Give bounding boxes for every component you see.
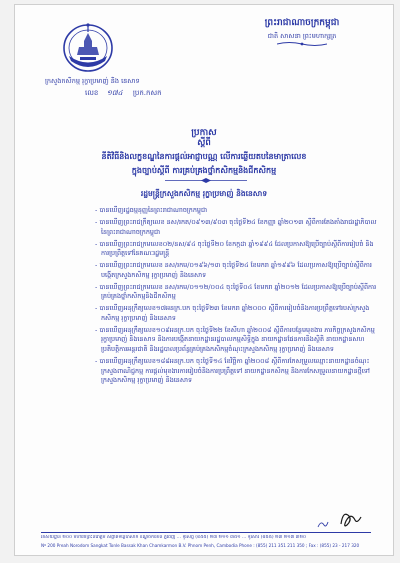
- list-item: - បានឃើញរដ្ឋធម្មនុញ្ញនៃព្រះរាជាណាចក្រកម្ពុជា: [95, 206, 208, 214]
- title-line-2: ក្នុងច្បាប់ស្តីពី ការគ្រប់គ្រងថ្នាំកសិកម្មនិងជីកសិកម្ម: [131, 166, 277, 175]
- issuer-title: រដ្ឋមន្ត្រីក្រសួងកសិកម្ម រុក្ខាប្រមាញ់ និងនេសាទ: [140, 189, 268, 198]
- ministry-name: ក្រសួងកសិកម្ម រុក្ខាប្រមាញ់ និង នេសាទ: [45, 77, 140, 85]
- national-motto: ជាតិ សាសនា ព្រះមហាក្សត្រ: [267, 32, 337, 40]
- list-item: - បានឃើញអនុក្រឹត្យលេខ១៨៨អនក្រ.បក ចុះថ្ងៃទី១៤ ខែវិច្ឆិកា ឆ្នាំ២០០៨ ស្តីពីការកែសម្រួលឈ្មោះនាយកដ្ឋានចំណុះក្រសួងពាណិជ្ជកម្ម ការផ្តល់មុខងារការរៀបចំនិងការប្រព្រឹត្តទៅ នាយកដ្ឋានកសិកម្ម និងការកែសម្រួលនាយកដ្ឋានថ្មីទៅក្រសួងកសិកម្ម រុក្ខាប្រមាញ់ និងនេសាទ: [95, 357, 370, 385]
- list-item: - បានឃើញអនុក្រឹត្យលេខ១០៩អនក្រ.បក ចុះថ្ងៃទី២២ ខែសីហា ឆ្នាំ២០០៨ ស្តីពីការបន្ថែមមុខងារ ភារកិច្ចក្រសួងកសិកម្ម រុក្ខាប្រមាញ់ និងនេសាទ និងការបង្កើតនាយកដ្ឋានរដ្ឋបាលកម្មសិទ្ធិក្នុង នាយកដ្ឋានផែនការនិងស្ថិតិ នាយកដ្ឋានសហប្រតិបត្តិការអន្តរជាតិ និងរដ្ឋបាលប្រព័ន្ធគ្រប់គ្រងកសិកម្មចំណុះក្រសួងកសិកម្ម រុក្ខាប្រមាញ់ និងនេសាទ: [95, 325, 375, 354]
- document-page: [14, 4, 394, 556]
- title-divider: [165, 178, 247, 183]
- list-item: - បានឃើញព្រះរាជក្រមលេខ០២/នស/៩៤ ចុះថ្ងៃទី២០ ខែកក្កដា ឆ្នាំ១៩៩៤ ដែលប្រកាសឱ្យប្រើច្បាប់ស្តីពីការរៀបចំ និងការប្រព្រឹត្តទៅនៃគណៈរដ្ឋមន្ត្រី: [95, 239, 374, 258]
- royal-emblem-icon: [59, 21, 117, 77]
- list-item: - បានឃើញព្រះរាជក្រឹត្យលេខ នស/រកត/០៩១៣/៩០៣ ចុះថ្ងៃទី២៤ ខែកញ្ញា ឆ្នាំ២០១៣ ស្តីពីការតែងតាំងរាជរដ្ឋាភិបាលនៃព្រះរាជាណាចក្រកម្ពុជា: [95, 217, 377, 236]
- footer-address-khmer: អាសយដ្ឋាន ២០០ មហាវិថីព្រះនរោត្តម សង្កាត់ទន្លេបាសាក់ ខណ្ឌចំការមន ភ្នំពេញ ... ទូរស័ព្ទ (៨៥៥) ២៣ ២១១ ៣៥១ ... ទូរសារ (៨៥៥) ២៣ ២១៧ ៣២០: [41, 535, 307, 540]
- footer-address-english: Nº 200 Preah Norodom Sangkat Tonle Bassak Khan Chamkarmon B.V. Phnom Penh, Cambodia Phone : (855) 211 351 211 350 ; Fax : (855) 23 - 217 320: [41, 543, 360, 548]
- signature-icon: [337, 508, 365, 530]
- reference-row: [85, 89, 162, 99]
- title-about: ស្តីពី: [197, 138, 211, 148]
- reference-label: លេខ: [85, 89, 99, 97]
- initial-mark-icon: [317, 519, 329, 529]
- footer-divider: [41, 532, 371, 533]
- document-type: ប្រកាស: [191, 128, 217, 138]
- list-item: - បានឃើញព្រះរាជក្រមលេខ នស/រកម/០១១២/០០៤ ចុះថ្ងៃទី០៤ ខែមករា ឆ្នាំ២០១២ ដែលប្រកាសឱ្យប្រើច្បាប់ស្តីពីការគ្រប់គ្រងថ្នាំកសិកម្មនិងជីកសិកម្ម: [95, 282, 377, 301]
- reference-suffix: ប្រក.កសក: [132, 89, 162, 97]
- title-line-1: នីតិវិធីនិងលក្ខខណ្ឌនៃការផ្តល់អាជ្ញាបណ្ណ លើការឆ្លើយតបនៃមាត្រាលេខ: [101, 152, 307, 161]
- legal-basis-list: [95, 206, 380, 388]
- kingdom-heading: ព្រះរាជាណាចក្រកម្ពុជា: [264, 18, 340, 28]
- reference-number: ១៧៤: [106, 89, 123, 97]
- list-item: - បានឃើញព្រះរាជក្រមលេខ នស/រកម/០១៩៦/១៣ ចុះថ្ងៃទី២៤ ខែមករា ឆ្នាំ១៩៩៦ ដែលប្រកាសឱ្យប្រើច្បាប់ស្តីពីការបង្កើតក្រសួងកសិកម្ម រុក្ខាប្រមាញ់ និងនេសាទ: [95, 261, 372, 279]
- ornament-icon: [277, 41, 327, 47]
- list-item: - បានឃើញអនុក្រឹត្យលេខ១៧អនក្រ.បក ចុះថ្ងៃទី២៣ ខែមករា ឆ្នាំ២០០០ ស្តីពីការរៀបចំនិងការប្រព្រឹត្តទៅរបស់ក្រសួងកសិកម្ម រុក្ខាប្រមាញ់ និងនេសាទ: [95, 304, 370, 322]
